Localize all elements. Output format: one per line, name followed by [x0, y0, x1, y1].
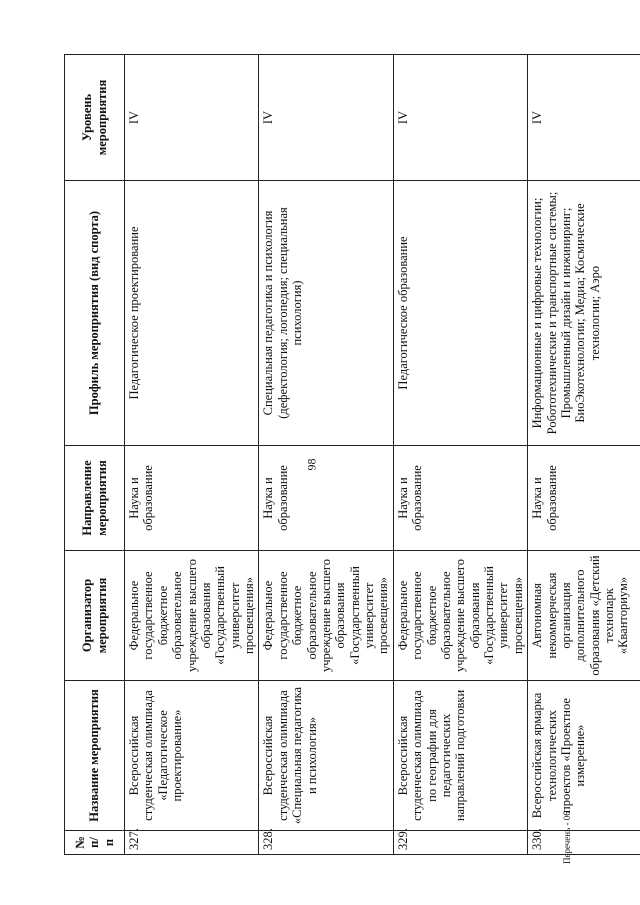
header-direction: Направление мероприятия: [65, 446, 125, 551]
cell-profile: Педагогическое образование: [393, 181, 527, 446]
page-number: 98: [304, 458, 319, 471]
cell-name: Всероссийская студенческая олимпиада «Педагогическое проектирование»: [125, 681, 259, 831]
table-row: [393, 55, 527, 855]
cell-name: Всероссийская студенческая олимпиада «Специальная педагогика и психология»: [259, 681, 393, 831]
cell-name: Всероссийская ярмарка технологических проектов «Проектное измерение»: [528, 681, 640, 831]
cell-num: 327.: [125, 831, 259, 855]
cell-organizer: Федеральное государственное бюджетное образовательное учреждение высшего образования «Государственный университет просвещения»: [393, 551, 527, 681]
cell-direction: Наука и образование: [528, 446, 640, 551]
footer-note: Перечень - 06: [562, 811, 572, 864]
cell-level: IV: [125, 55, 259, 181]
header-organizer: Организатор мероприятия: [65, 551, 125, 681]
cell-num: 329.: [393, 831, 527, 855]
cell-level: IV: [259, 55, 393, 181]
cell-num: 330.: [528, 831, 640, 855]
cell-organizer: Автономная некоммерческая организация дополнительного образования «Детский технопарк «Кванториум»: [528, 551, 640, 681]
table-header-row: [65, 55, 125, 855]
cell-profile: Специальная педагогика и психология (дефектология; логопедия; специальная психология): [259, 181, 393, 446]
cell-profile: Педагогическое проектирование: [125, 181, 259, 446]
table-row: [259, 55, 393, 855]
cell-level: IV: [393, 55, 527, 181]
cell-name: Всероссийская студенческая олимпиада по географии для педагогических направлений подготовки: [393, 681, 527, 831]
cell-level: IV: [528, 55, 640, 181]
cell-organizer: Федеральное государственное бюджетное образовательное учреждение высшего образования «Государственный университет просвещения»: [259, 551, 393, 681]
header-level: Уровень мероприятия: [65, 55, 125, 181]
rotated-table-container: [64, 55, 631, 855]
cell-direction: Наука и образование: [393, 446, 527, 551]
cell-organizer: Федеральное государственное бюджетное образовательное учреждение высшего образования «Государственный университет просвещения»: [125, 551, 259, 681]
header-name: Название мероприятия: [65, 681, 125, 831]
table-row: [125, 55, 259, 855]
header-profile: Профиль мероприятия (вид спорта): [65, 181, 125, 446]
cell-profile: Информационные и цифровые технологии; Робототехнические и транспортные системы; Промышленный дизайн и инжиниринг; БиоЭкотехнологии; Медиа; Космические технологии; Аэро: [528, 181, 640, 446]
cell-direction: Наука и образование: [125, 446, 259, 551]
cell-num: 328.: [259, 831, 393, 855]
table-row: [528, 55, 640, 855]
header-num: № п/п: [65, 831, 125, 855]
events-table: [64, 54, 640, 855]
cell-direction: Наука и образование: [259, 446, 393, 551]
